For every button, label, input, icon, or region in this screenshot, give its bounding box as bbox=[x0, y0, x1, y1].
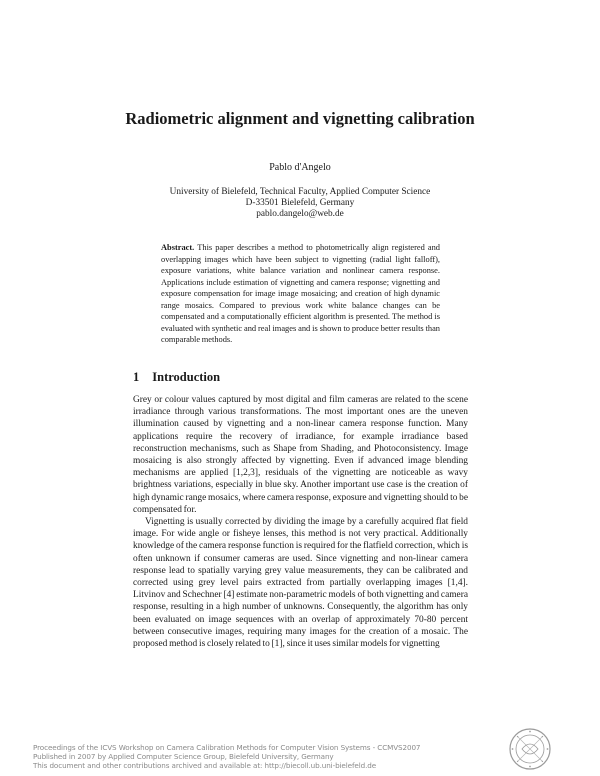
body-paragraph: Grey or colour values captured by most digital and film cameras are related to the scene irradiance through various transformations. The most important ones are the uneven illumination caused by vignetting and a non-linear camera response function. Many applications require the recovery of irradiance, for example irradiance based reconstruction mechanisms, such as Shape from Shading, and Photoconsistency. Image mosaicing is also strongly affected by vignetting. Even if advanced image blending mechanisms are applied [1,2,3], residuals of the vignetting are noticeable as wavy brightness variations, especially in blue sky. Another important use case is the creation of high dynamic range mosaics, where camera response, exposure and vignetting should to be compensated for. bbox=[133, 395, 468, 515]
affiliation-line: University of Bielefeld, Technical Faculty, Applied Computer Science bbox=[169, 187, 431, 197]
footer-line[interactable]: This document and other contributions archived and available at: http://biecoll.ub.uni-bielefeld.de bbox=[33, 761, 377, 771]
affiliation-block bbox=[100, 187, 500, 221]
footer-line: Published in 2007 by Applied Computer Science Group, Bielefeld University, Germany bbox=[33, 752, 334, 762]
section-heading bbox=[133, 370, 220, 385]
body-paragraph: Vignetting is usually corrected by dividing the image by a carefully acquired flat field image. For wide angle or fisheye lenses, this method is not very practical. Additionally knowledge of the camera response function is required for the flatfield correction, which is often unknown if consumer cameras are used. Since vignetting and non-linear camera response lead to spatially varying grey value measurements, they can be calibrated and corrected using grey level pairs extracted from partially overlapping images [1,4]. Litvinov and Schechner [4] estimate non-parametric models of both vignetting and camera response, resulting in a high number of unknowns. Consequently, the algorithm has only been evaluated on image sequences with an overlap of approximately 70-80 percent between consecutive images, requiring many images for the creation of a mosaic. The proposed method is closely related to [1], since it uses similar models for vignetting bbox=[133, 517, 468, 650]
author-email[interactable]: pablo.dangelo@web.de bbox=[256, 209, 344, 220]
section-number: 1 bbox=[133, 370, 140, 384]
page-footer bbox=[33, 743, 420, 771]
paper-title: Radiometric alignment and vignetting calibration bbox=[125, 109, 475, 128]
affiliation-line: D-33501 Bielefeld, Germany bbox=[245, 198, 355, 209]
abstract-label: Abstract. bbox=[161, 243, 195, 252]
abstract-text: This paper describes a method to photometrically align registered and overlapping images which have been subject to vignetting (radial light falloff), exposure variations, white balance variation and nonlinear camera response. Applications include estimation of vignetting and camera response; vignetting and exposure compensation for image image mosaicing; and creation of high dynamic range mosaics. Compared to previous work white balance changes can be compensated and a computationally efficient algorithm is presented. The method is evaluated with synthetic and real images and is shown to produce better results than comparable methods. bbox=[161, 243, 440, 344]
body-text bbox=[133, 394, 468, 650]
abstract bbox=[161, 242, 440, 346]
author-name: Pablo d'Angelo bbox=[269, 162, 331, 173]
footer-line: Proceedings of the ICVS Workshop on Camera Calibration Methods for Computer Vision Systems - CCMVS2007 bbox=[33, 743, 421, 752]
section-title: Introduction bbox=[152, 370, 221, 384]
university-seal-icon bbox=[508, 727, 552, 771]
